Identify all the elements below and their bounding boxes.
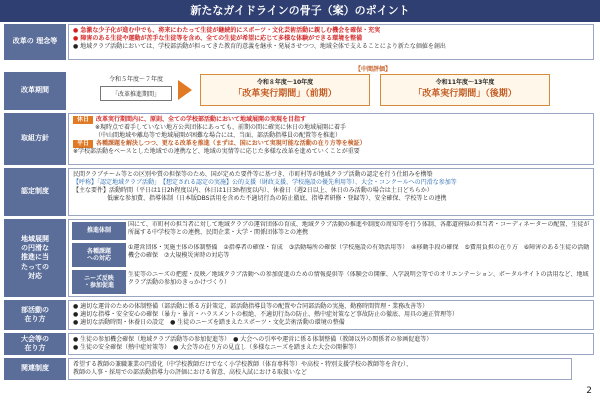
weekday-tag: 平日 [73, 140, 93, 148]
competition-line-2: ● 生徒の安全確保（熱中症対策等） ● 大会等の在り方の見直し（多様なニーズを踏まえた大会の開催等） [73, 344, 360, 352]
sub-text-needs: 生徒等のニーズの把握・反映／地域クラブ活動への参加促進のための情報提供等（体験会の開催、入学説明会等でのオリエンテーション、ポータルサイトの活用など、地域クラブ活動の参加のきっかけづくり） [128, 271, 589, 287]
section-label-policy: 取組方針 [4, 113, 66, 165]
section-label-basic: 改革の 理念等 [4, 24, 66, 60]
period-prev-years: 令和５年度〜７年度 [108, 76, 163, 83]
section-competition [68, 333, 594, 355]
sub-label-issues: 各種課題 への対応 [72, 243, 126, 267]
competition-line-1: ● 生徒の参加機会確保（地域クラブ活動等の参加促進等） ● 大会への引率や運営に係る体制整備（教師以外の関係者の参画促進等） [73, 336, 433, 343]
school-line-3: ● 適切な活動時間・休養日の設定 ● 生徒のニーズを踏まえたスポーツ・文化芸術活動の環境の整備 [73, 319, 345, 327]
basic-line-2: ● 障害のある生徒や運動が苦手な生徒等を含め、全ての生徒が希望に応じて多様な体験ができる環境を整備 [73, 35, 363, 43]
cert-intro: 民間クラブチーム等との区別や質の担保等のため、国が定めた要件等に基づき、市町村等が地域クラブ活動の認定を行う仕組みを構築 [73, 171, 433, 178]
related-line-2: 教師の人事・採用での部活動指導力の評価における留意、高校入試における取扱いなど [73, 369, 308, 377]
sub-text-issues: ①運営団体・実施主体の体制整備 ②指導者の確保・育成 ③活動場所の確保（学校施設の有効活用等） ④移動手段の確保 ⑤費用負担の在り方 ⑥障害のある生徒の活動機会の確保 ⑦大規模災害時の対応等 [128, 244, 590, 260]
section-label-certification: 認定制度 [4, 168, 66, 216]
period-phase-2 [380, 74, 550, 106]
cert-naming: 【呼称】「認定地域クラブ活動」 【想定される認定の実施】公的支援（財政支援、学校施設の優先利用等）、大会・コンクールへの円滑な参加等 [73, 179, 457, 187]
phase2-name: 「改革実行期間」（後期） [413, 89, 517, 99]
phase1-years: 令和８年度〜10年度 [256, 79, 314, 86]
period-prev [100, 74, 172, 101]
section-school [68, 300, 594, 330]
section-label-structure: 地域展開 の円滑な 推進に当 たっての 対応 [4, 219, 66, 297]
period-prev-name: 「改革推進期間」 [100, 86, 172, 101]
phase1-name: 「改革実行期間」（前期） [233, 89, 337, 99]
basic-line-3: ● 地域クラブ活動においては、学校部活動が担ってきた教育的意義を継承・発展させつつ、地域全体で支えることにより新たな価値を創出 [73, 43, 446, 51]
cert-req-2: 低廉な参加費、指導体制（日本版DBS活用を含めた不適切行為の防止徹底、指導者研修・登録等）、安全確保、学校等との連携 [107, 195, 447, 203]
sub-text-promotion: 国にて、市町村の担当者に対して地域クラブの運営団体の育成、地域クラブ活動の推進や制度の周知等を行う体制、各都道府県の担当者・コーディネーターの配置、生徒が所属する中学校等との連携、民間企業・大学・関係団体等との連携 [128, 221, 590, 237]
section-policy [68, 113, 594, 165]
section-certification [68, 168, 594, 216]
section-basic [68, 24, 594, 60]
section-label-related: 関連制度 [4, 358, 66, 380]
page-number: 2 [586, 386, 592, 396]
school-line-1: ● 適切な運営のための体制整備（部活動に係る方針策定、部活動指導員等の配置や合同部活動の実施、勤務時間管理・業務改善等） [73, 303, 429, 310]
holiday-line-1: 改革実行期間内に、原則、全ての学校部活動において地域展開の実現を目指す [96, 116, 307, 123]
arrow-icon [178, 80, 192, 100]
school-line-2: ● 適切な指導・安全安心の確保（暴力・暴言・ハラスメントの根絶、不適切行為の防止、熱中症対策など事故防止の徹底、用具の適正管理等） [73, 311, 458, 319]
mid-eval-label: 【中間評価】 [355, 66, 392, 73]
page-title: 新たなガイドラインの骨子（案）のポイント [0, 0, 600, 22]
holiday-line-3: （中山間地域や離島等で地域展開が困難な場合には、当面、部活動指導員の配置等を推進） [95, 132, 342, 140]
section-label-school: 部活動の 在り方 [4, 300, 66, 330]
basic-line-1: ● 急激な少子化が進む中でも、将来にわたって生徒が継続的にスポーツ・文化芸術活動に親しむ機会を確保・充実 [73, 27, 381, 34]
cert-req-1: 【主な要件】活動時間（平日は1日2h程度以内、休日は1日3h程度以内）、休養日（週2日以上、休日のみ活動の場合は土日どちらか） [73, 187, 433, 195]
period-phase-1 [200, 74, 370, 106]
sub-label-needs: ニーズ反映 ・参加促進 [72, 270, 126, 294]
section-label-competition: 大会等の 在り方 [4, 333, 66, 355]
section-related [68, 358, 572, 380]
section-label-period: 改革期間 [4, 72, 66, 110]
holiday-tag: 休日 [73, 116, 93, 124]
related-line-1: 希望する教師の兼職兼業の円滑化（中学校教師だけでなく小学校教師（体育専科等）や高校・特別支援学校の教師等を含む）、 [73, 361, 413, 368]
phase2-years: 令和11年度〜13年度 [435, 79, 495, 86]
policy-note: ※学校部活動をベースとした地域での連携など、地域の実情等に応じた多様な改革を進めていくことが重要 [73, 148, 360, 156]
weekday-line: 各種課題を解決しつつ、更なる改革を推進（まずは、国において実現可能な活動の在り方等を検証） [96, 140, 366, 148]
holiday-line-2: ※現時点で着手していない地方公共団体にあっても、前期の間に確実に休日の地域展開に着手 [95, 124, 346, 132]
sub-label-promotion: 推進体制 [72, 222, 126, 240]
